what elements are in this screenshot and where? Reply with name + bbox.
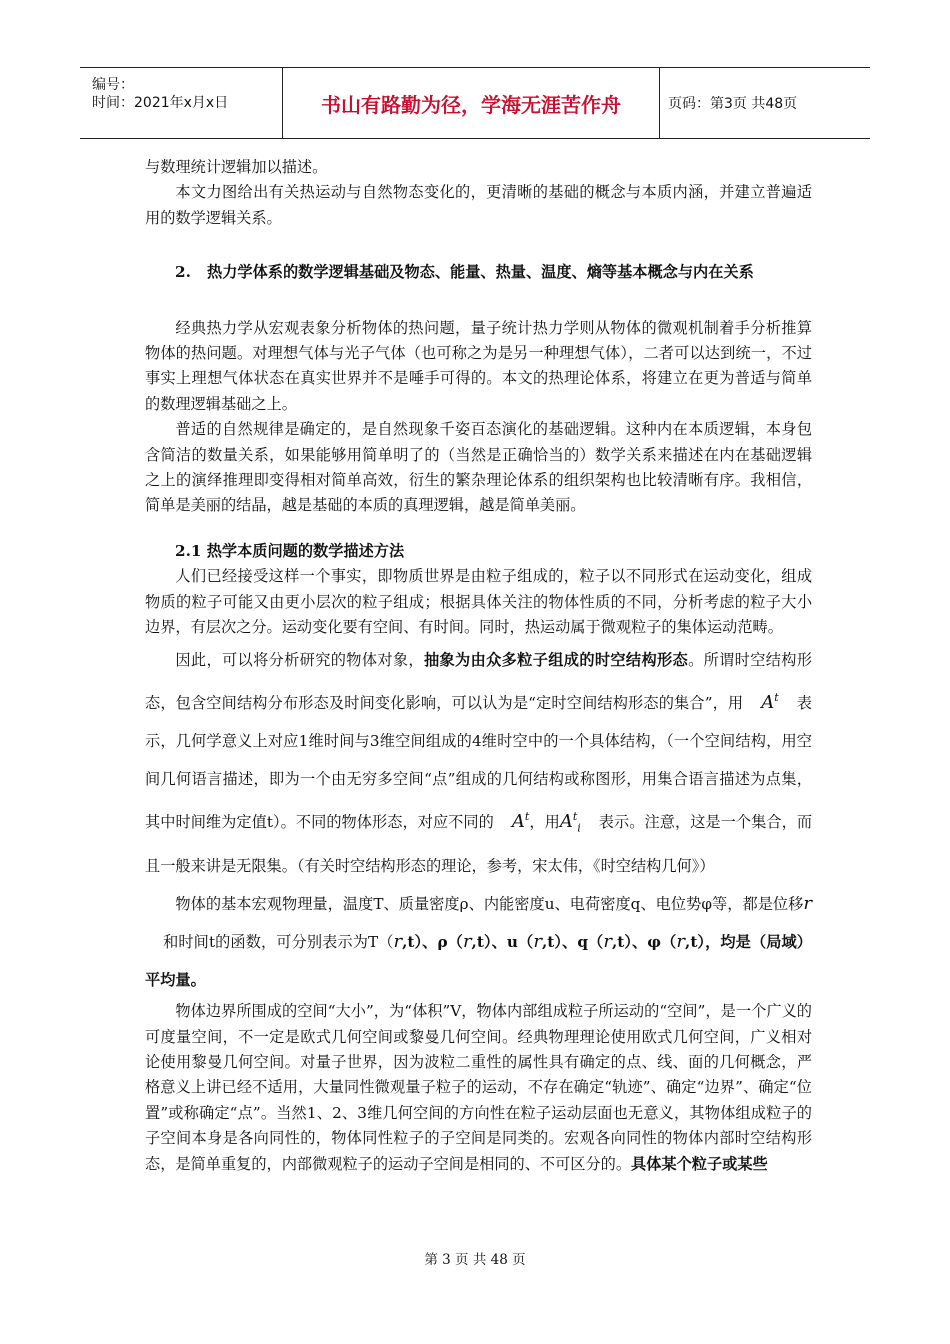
section-title: 热力学体系的数学逻辑基础及物态、能量、热量、温度、熵等基本概念与内在关系	[207, 263, 754, 282]
math-symbol: r	[393, 931, 403, 953]
page-footer: 第 3 页 共 48 页	[424, 1252, 526, 1268]
header-meta-cell	[80, 68, 283, 138]
math-symbol: $A^t_i$	[559, 809, 581, 835]
header-page-label: 页码：第3页 共48页	[668, 96, 798, 112]
emphasis: 抽象为由众多粒子组成的时空结构形态	[423, 650, 689, 669]
document-body	[145, 155, 812, 1177]
math-symbol: $A^t$	[761, 690, 779, 713]
math-symbol: r	[603, 931, 612, 953]
paragraph: 普适的自然规律是确定的，是自然现象千姿百态演化的基础逻辑。这种内在本质逻辑，本身包含简洁的数量关系，如果能够用简单明了的（当然是正确恰当的）数学关系来描述在内在基础逻辑之上的演绎推理即变得相对简单高效，衍生的繁杂理论体系的组织架构也比较清晰有序。我相信，简单是美丽的结晶，越是基础的本质的真理逻辑，越是简单美丽。	[145, 420, 812, 515]
paragraph: 本文力图给出有关热运动与自然物态变化的，更清晰的基础的概念与本质内涵，并建立普遍适用的数学逻辑关系。	[145, 183, 812, 227]
math-symbol: $A^t$	[511, 809, 530, 832]
section-number: 2.	[175, 263, 191, 282]
emphasis: 具体某个粒子或某些	[631, 1154, 768, 1173]
paragraph: 物体的基本宏观物理量，温度T、质量密度ρ、内能密度u、电荷密度q、电位势φ等，都是位移r和时间t的函数，可分别表示为T（r,t）、ρ（r,t）、u（r,t）、q（r,t）、φ（r,t），均是（局域）平均量。	[145, 893, 812, 990]
math-symbol: r	[462, 931, 472, 953]
paragraph: 经典热力学从宏观表象分析物体的热问题，量子统计热力学则从物体的微观机制着手分析推算物体的热问题。对理想气体与光子气体（也可称之为是另一种理想气体），二者可以达到统一，不过事实上理想气体状态在真实世界并不是唾手可得的。本文的热理论体系，将建立在更为普适与简单的数理逻辑基础之上。	[145, 318, 812, 413]
time-label: 时间：2021年x月x日	[92, 95, 229, 111]
page-header	[80, 67, 870, 139]
math-symbol: r	[803, 893, 812, 915]
subsection-heading: 2.1 热学本质问题的数学描述方法	[175, 541, 405, 560]
paragraph: 人们已经接受这样一个事实，即物质世界是由粒子组成的，粒子以不同形式在运动变化，组成物质的粒子可能又由更小层次的粒子组成；根据具体关注的物体性质的不同，分析考虑的粒子大小边界，有层次之分。运动变化要有空间、有时间。同时，热运动属于微观粒子的集体运动范畴。	[145, 567, 812, 637]
number-label: 编号：	[92, 77, 134, 93]
paragraph: 物体边界所围成的空间“大小”，为“体积”V，物体内部组成粒子所运动的“空间”，是一个广义的可度量空间，不一定是欧式几何空间或黎曼几何空间。经典物理理论使用欧式几何空间，广义相对论使用黎曼几何空间。对量子世界，因为波粒二重性的属性具有确定的点、线、面的几何概念，严格意义上讲已经不适用，大量同性微观量子粒子的运动，不存在确定“轨迹”、确定“边界”、确定“位置”或称确定“点”。当然1、2、3维几何空间的方向性在粒子运动层面也无意义，其物体组成粒子的子空间本身是各向同性的，物体同性粒子的子空间是同类的。宏观各向同性的物体内部时空结构形态，是简单重复的，内部微观粒子的运动子空间是相同的、不可区分的。具体某个粒子或某些	[145, 1002, 812, 1173]
paragraph: 与数理统计逻辑加以描述。	[145, 158, 328, 176]
section-heading	[145, 260, 812, 285]
math-symbol: r	[533, 931, 542, 953]
math-symbol: r	[676, 931, 686, 953]
header-motto: 书山有路勤为径，学海无涯苦作舟	[283, 68, 660, 138]
paragraph: 因此，可以将分析研究的物体对象，抽象为由众多粒子组成的时空结构形态。所谓时空结构形态，包含空间结构分布形态及时间变化影响，可以认为是“定时空间结构形态的集合”，用 $A^t$ 表示，几何学意义上对应1维时间与3维空间组成的4维时空中的一个具体结构，（一个空间结构，用空间几何语言描述，即为一个由无穷多空间“点”组成的几何结构或称图形，用集合语言描述为点集，其中时间维为定值t）。不同的物体形态，对应不同的 $A^t$，用$A^t_i$ 表示。注意，这是一个集合，而且一般来讲是无限集。（有关时空结构形态的理论，参考，宋太伟，《时空结构几何》）	[145, 650, 813, 876]
